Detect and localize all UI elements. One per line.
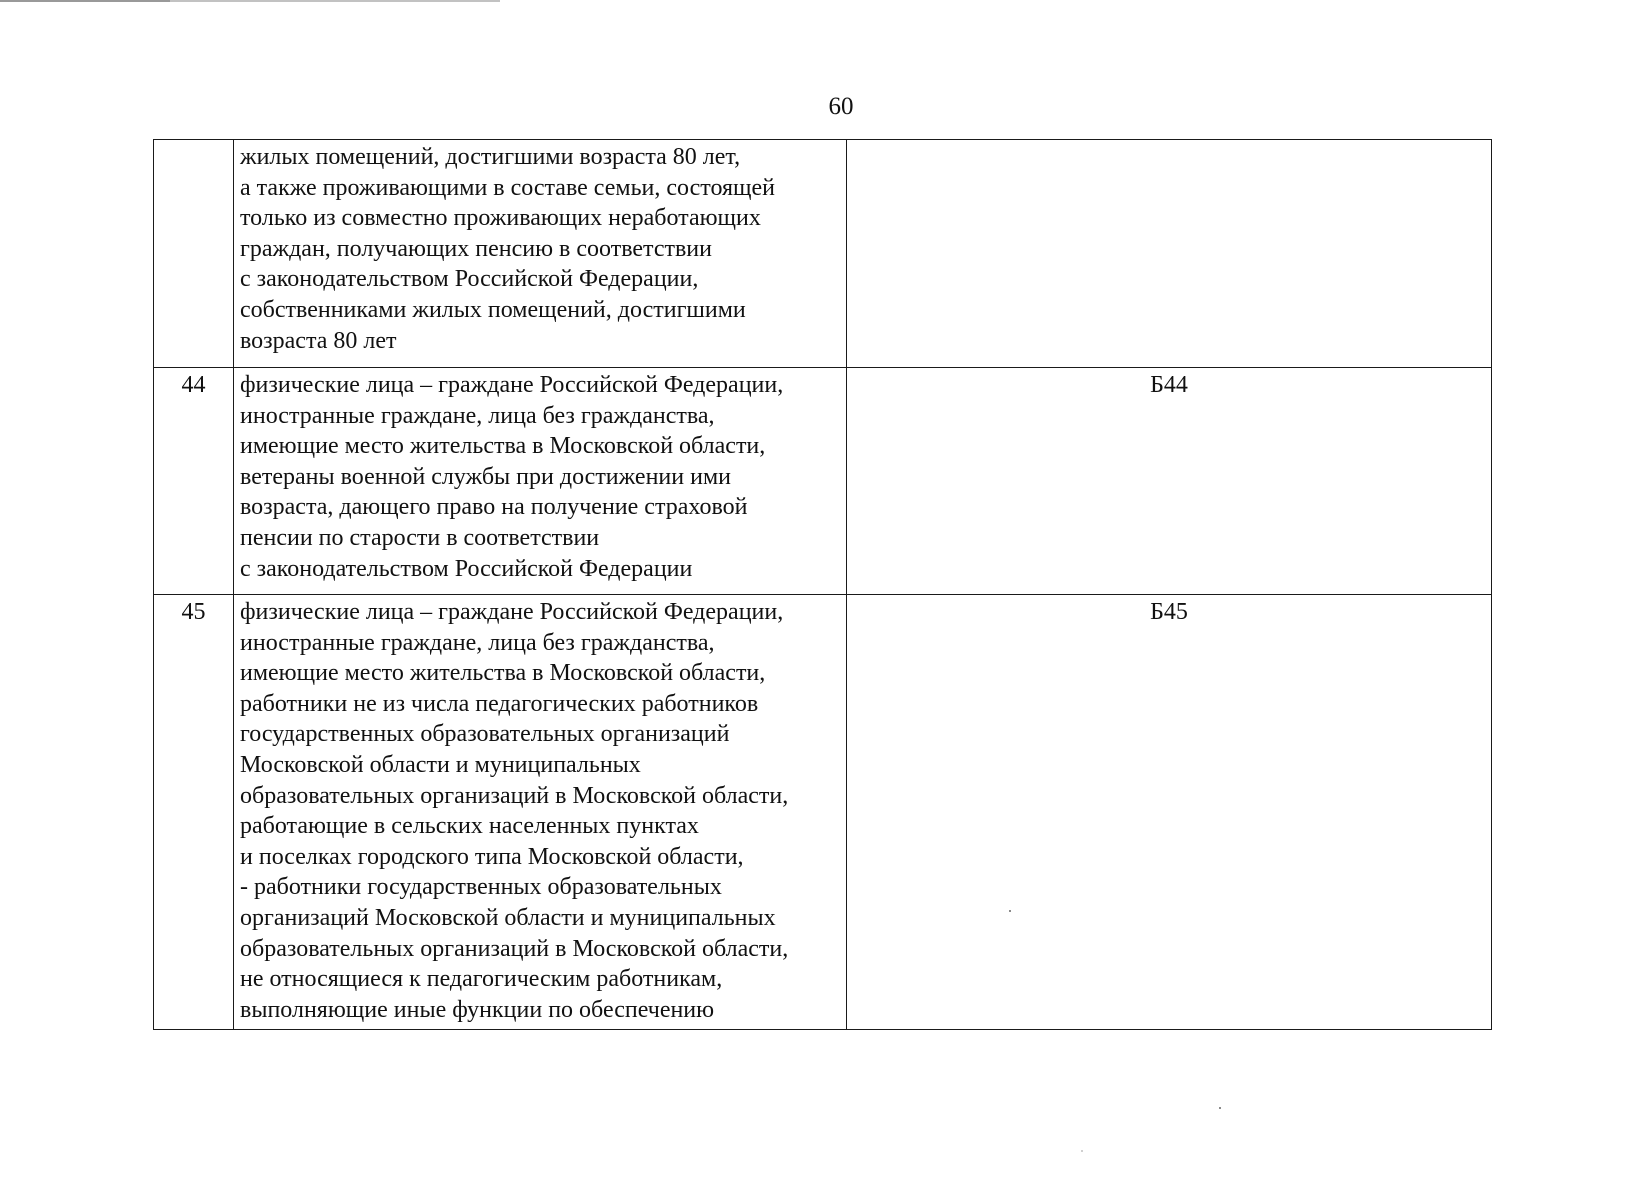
description-line: имеющие место жительства в Московской области, (240, 660, 766, 687)
table-row-continuation (154, 140, 1492, 368)
description-line: имеющие место жительства в Московской области, (240, 433, 766, 460)
category-code-cell (847, 140, 1492, 368)
description-line: собственниками жилых помещений, достигшими (240, 296, 746, 323)
scan-speck (1009, 910, 1011, 912)
description-line: пенсии по старости в соответствии (240, 524, 600, 551)
description-line: жилых помещений, достигшими возраста 80 лет, (240, 144, 741, 170)
row-number-cell: 44 (154, 368, 234, 595)
description-line: физические лица – граждане Российской Федерации, (240, 372, 784, 398)
benefits-table (153, 139, 1492, 1030)
page-number: 60 (828, 93, 854, 120)
category-description-cell (234, 595, 847, 1030)
description-line: граждан, получающих пенсию в соответствии (240, 235, 712, 262)
scan-speck (1081, 1150, 1083, 1152)
description-line: а также проживающими в составе семьи, состоящей (240, 174, 776, 201)
table-row-44 (154, 368, 1492, 595)
category-description-cell (234, 368, 847, 595)
description-line: возраста, дающего право на получение страховой (240, 494, 748, 521)
description-line: работники не из числа педагогических работников (240, 690, 759, 717)
description-line: ветераны военной службы при достижении ими (240, 463, 731, 490)
description-line: не относящиеся к педагогическим работникам, (240, 966, 723, 993)
description-line: выполняющие иные функции по обеспечению (240, 996, 715, 1023)
category-code-cell: Б45 (847, 595, 1492, 1030)
description-line: Московской области и муниципальных (240, 751, 641, 778)
description-line: организаций Московской области и муниципальных (240, 904, 776, 931)
scan-speck (1219, 1107, 1221, 1109)
description-line: и поселках городского типа Московской области, (240, 843, 744, 870)
row-number-cell: 45 (154, 595, 234, 1030)
description-line: - работники государственных образовательных (240, 874, 722, 901)
description-line: возраста 80 лет (240, 327, 397, 354)
category-code-cell: Б44 (847, 368, 1492, 595)
description-line: с законодательством Российской Федерации (240, 555, 693, 582)
category-description-cell (234, 140, 847, 368)
description-line: образовательных организаций в Московской области, (240, 935, 789, 962)
description-line: иностранные граждане, лица без гражданства, (240, 402, 715, 429)
description-line: работающие в сельских населенных пунктах (240, 813, 699, 840)
description-line: с законодательством Российской Федерации, (240, 266, 699, 293)
scan-edge-line (0, 0, 500, 2)
description-line: иностранные граждане, лица без гражданства, (240, 629, 715, 656)
description-line: государственных образовательных организаций (240, 721, 730, 748)
row-number-cell (154, 140, 234, 368)
description-line: физические лица – граждане Российской Федерации, (240, 599, 784, 625)
table-row-45 (154, 595, 1492, 1030)
description-line: только из совместно проживающих неработающих (240, 205, 761, 232)
description-line: образовательных организаций в Московской области, (240, 782, 789, 809)
